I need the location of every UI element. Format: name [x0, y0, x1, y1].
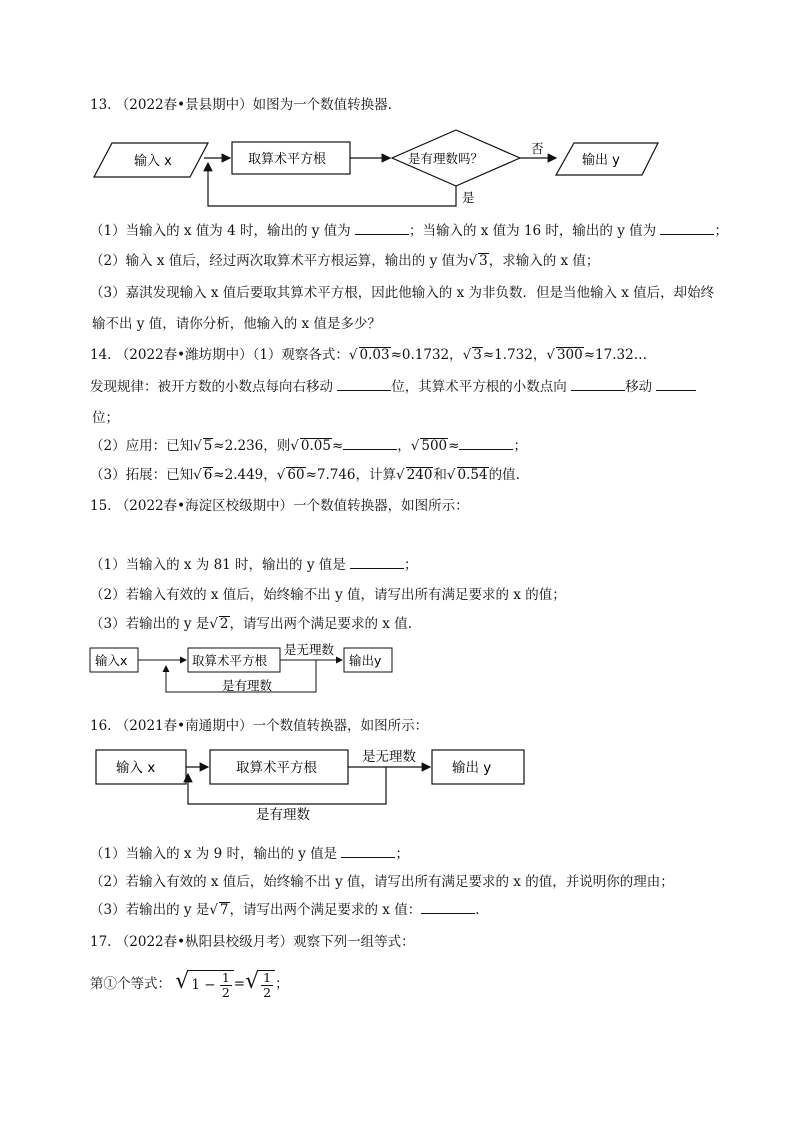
- q13-flowchart: [90, 128, 670, 212]
- q15-part3: （3）若输出的 y 是√ 2，请写出两个满足要求的 x 值.: [90, 616, 413, 632]
- q14-extension: （3）拓展：已知√ 6≈2.449，√ 60≈7.746，计算√ 240和√ 0.54的值.: [90, 467, 520, 483]
- q15-output-label: 输出y: [349, 653, 382, 668]
- q15-heading: 15. （2022春•海淀区校级期中）一个数值转换器，如图所示：: [90, 498, 469, 514]
- q17-heading: 17. （2022春•枞阳县校级月考）观察下列一组等式：: [90, 934, 415, 950]
- q13-part3-line2: 输不出 y 值，请你分析，他输入的 x 值是多少？: [92, 316, 381, 332]
- q13-part3-line1: （3）嘉淇发现输入 x 值后要取其算术平方根，因此他输入的 x 为非负数．但是当他输入 x 值后，却始终: [90, 285, 715, 301]
- q15-input-label: 输入x: [95, 653, 128, 668]
- q14-rule: 发现规律：被开方数的小数点每向右移动 位，其算术平方根的小数点向 移动: [90, 378, 696, 396]
- q13-sqrt-label: 取算术平方根: [248, 152, 327, 167]
- q16-part3: （3）若输出的 y 是√ 7，请写出两个满足要求的 x 值： .: [90, 902, 480, 918]
- q16-part1: （1）当输入的 x 为 9 时，输出的 y 值是 ；: [90, 846, 409, 862]
- q13-heading: 13. （2022春•景县期中）如图为一个数值转换器.: [90, 97, 392, 113]
- q13-part2: （2）输入 x 值后，经过两次取算术平方根运算，输出的 y 值为√ 3，求输入的 x 值；: [90, 253, 600, 269]
- q16-irr-label: 是无理数: [362, 749, 416, 765]
- q15-part1: （1）当输入的 x 为 81 时，输出的 y 值是 ；: [90, 557, 418, 573]
- q13-yes-label: 是: [462, 190, 475, 205]
- q14-heading: 14. （2022春•潍坊期中）（1）观察各式：√ 0.03≈0.1732，√ 3≈1.732，√ 300≈17.32…: [90, 347, 648, 363]
- q14-application: （2）应用：已知√ 5≈2.236，则√ 0.05≈ ，√ 500≈ ；: [90, 438, 527, 454]
- q15-flowchart: [86, 640, 426, 698]
- q16-output-label: 输出 y: [452, 760, 492, 776]
- q16-rat-label: 是有理数: [256, 807, 310, 822]
- q13-input-label: 输入 x: [134, 154, 172, 169]
- q16-sqrt-label: 取算术平方根: [236, 760, 317, 776]
- q15-rat-label: 是有理数: [222, 678, 273, 693]
- q16-input-label: 输入 x: [116, 760, 156, 776]
- q14-rule-end: 位；: [92, 410, 119, 426]
- q13-check-label: 是有理数吗？: [408, 151, 484, 166]
- q15-irr-label: 是无理数: [284, 642, 335, 657]
- q16-heading: 16. （2021春•南通期中）一个数值转换器，如图所示：: [90, 718, 429, 734]
- q15-part2: （2）若输入有效的 x 值后，始终输不出 y 值，请写出所有满足要求的 x 的值；: [90, 587, 566, 603]
- q16-flowchart: [92, 742, 532, 822]
- q13-no-label: 否: [531, 141, 544, 156]
- q17-equation-1: 第①个等式： √ 1 − $\frac{1}{2}$ =√ $\frac{1}{2}$ ；: [90, 969, 289, 1000]
- q13-output-label: 输出 y: [582, 153, 620, 168]
- q13-part1: （1）当输入的 x 值为 4 时，输出的 y 值为 ；当输入的 x 值为 16 时，输出的 y 值为 ；: [90, 223, 728, 239]
- q16-part2: （2）若输入有效的 x 值后，始终输不出 y 值，请写出所有满足要求的 x 的值，并说明你的理由；: [90, 874, 674, 890]
- q15-sqrt-label: 取算术平方根: [192, 653, 268, 668]
